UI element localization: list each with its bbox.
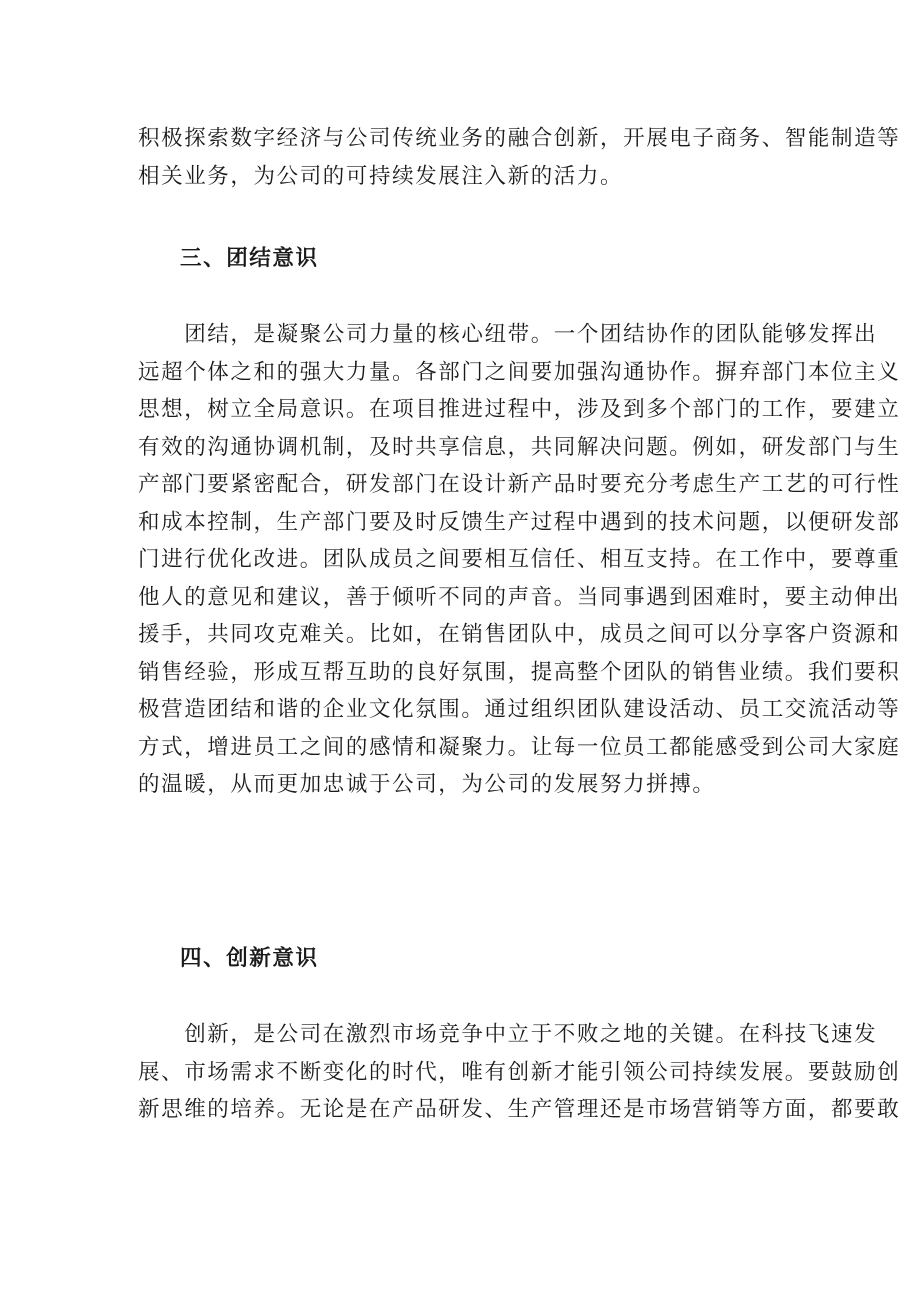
paragraph-line: 的温暖，从而更加忠诚于公司，为公司的发展努力拼搏。 <box>138 772 716 797</box>
section-heading-4: 四、创新意识 <box>180 946 319 971</box>
paragraph-line: 相关业务，为公司的可持续发展注入新的活力。 <box>138 163 624 189</box>
paragraph-line: 有效的沟通协调机制，及时共享信息，共同解决问题。例如，研发部门与生 <box>138 434 901 460</box>
paragraph-line: 思想，树立全局意识。在项目推进过程中，涉及到多个部门的工作，要建立 <box>138 397 901 422</box>
paragraph-line: 销售经验，形成互帮互助的良好氛围，提高整个团队的销售业绩。我们要积 <box>138 659 901 685</box>
paragraph-line: 和成本控制，生产部门要及时反馈生产过程中遇到的技术问题，以便研发部 <box>138 509 901 535</box>
paragraph-line: 方式，增进员工之间的感情和凝聚力。让每一位员工都能感受到公司大家庭 <box>138 734 901 760</box>
paragraph-line: 积极探索数字经济与公司传统业务的融合创新，开展电子商务、智能制造等 <box>138 126 901 151</box>
paragraph-line: 门进行优化改进。团队成员之间要相互信任、相互支持。在工作中，要尊重 <box>138 547 901 572</box>
paragraph-line: 援手，共同攻克难关。比如，在销售团队中，成员之间可以分享客户资源和 <box>138 622 901 647</box>
paragraph-line: 极营造团结和谐的企业文化氛围。通过组织团队建设活动、员工交流活动等 <box>138 697 901 722</box>
continued-paragraph <box>138 120 901 195</box>
section-heading-3: 三、团结意识 <box>180 246 319 271</box>
paragraph-line: 远超个体之和的强大力量。各部门之间要加强沟通协作。摒弃部门本位主义 <box>138 359 901 385</box>
paragraph-line: 新思维的培养。无论是在产品研发、生产管理还是市场营销等方面，都要敢 <box>138 1097 901 1122</box>
paragraph-line: 创新，是公司在激烈市场竞争中立于不败之地的关键。在科技飞速发 <box>138 1022 878 1047</box>
paragraph-line: 产部门要紧密配合，研发部门在设计新产品时要充分考虑生产工艺的可行性 <box>138 472 901 497</box>
paragraph-line: 展、市场需求不断变化的时代，唯有创新才能引领公司持续发展。要鼓励创 <box>138 1059 901 1085</box>
paragraph-line: 团结，是凝聚公司力量的核心纽带。一个团结协作的团队能够发挥出 <box>138 322 878 347</box>
section-4-paragraph <box>138 1016 901 1129</box>
paragraph-line: 他人的意见和建议，善于倾听不同的声音。当同事遇到困难时，要主动伸出 <box>138 584 901 610</box>
section-3-paragraph <box>138 316 901 804</box>
